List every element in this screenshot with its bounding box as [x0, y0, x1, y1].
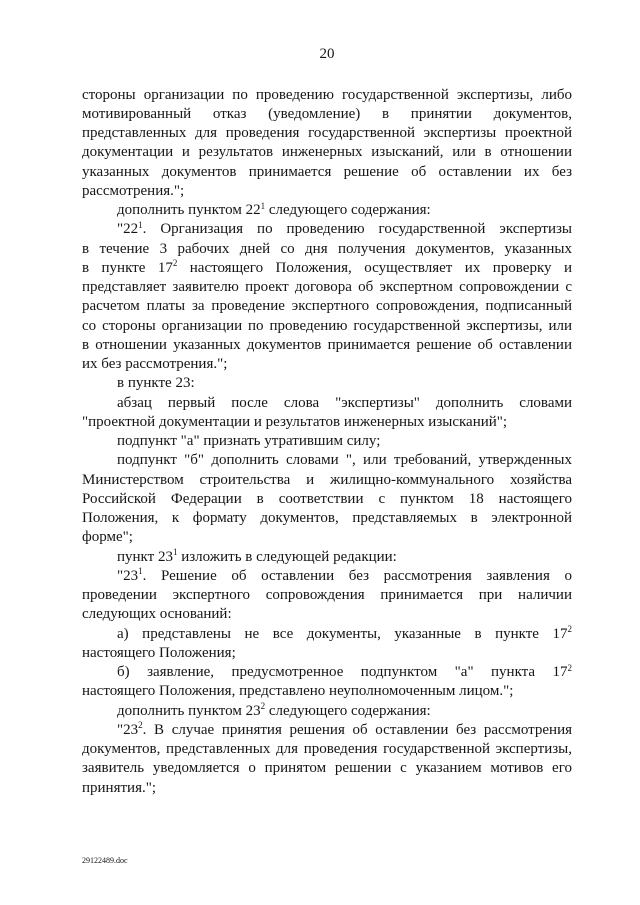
text-line: заявитель уведомляется о принятом решении с указанием мотивов его — [82, 760, 572, 777]
text-line: документации и результатов инженерных изысканий, или в отношении — [82, 144, 572, 161]
document-body — [82, 86, 572, 798]
text-line: "проектной документации и результатов инженерных изысканий"; — [82, 413, 508, 430]
text-line: со стороны организации по проведению государственной экспертизы, или — [82, 317, 572, 334]
text-segment: б) заявление, предусмотренное подпунктом "а" пункта 17 — [117, 664, 568, 680]
text-line: Российской Федерации в соответствии с пунктом 18 настоящего — [82, 490, 572, 507]
page-number: 20 — [319, 46, 335, 62]
paragraph — [82, 663, 572, 702]
superscript: 1 — [172, 547, 178, 558]
text-line — [82, 220, 572, 239]
text-line — [82, 567, 572, 586]
file-name-footer: 29122489.doc — [82, 856, 128, 865]
text-segment: изложить в следующей редакции: — [177, 548, 397, 565]
text-line: мотивированный отказ (уведомление) в принятии документов, — [82, 105, 572, 122]
text-segment: . Решение об оставлении без рассмотрения заявления о — [142, 567, 572, 584]
paragraph — [82, 220, 572, 374]
text-line: следующих оснований: — [82, 606, 232, 623]
text-line: Положения, к формату документов, представляемых в электронной — [82, 510, 572, 526]
paragraph — [82, 374, 572, 393]
text-line: представленных для проведения государственной экспертизы проектной — [82, 125, 572, 141]
paragraph — [82, 201, 572, 220]
superscript: 1 — [260, 200, 266, 211]
text-line — [82, 625, 572, 644]
superscript: 1 — [138, 219, 143, 230]
text-segment: следующего содержания: — [265, 202, 431, 218]
text-segment: пункт 23 — [117, 548, 173, 565]
text-line — [82, 702, 572, 721]
superscript: 2 — [138, 720, 143, 731]
text-line: настоящего Положения, представлено неуполномоченным лицом."; — [82, 683, 514, 700]
paragraph — [82, 702, 572, 721]
text-segment: . В случае принятия решения об оставлении без рассмотрения — [142, 721, 572, 738]
text-line: подпункт "а" признать утратившим силу; — [117, 433, 381, 449]
text-line: форме"; — [82, 529, 133, 546]
text-line: в отношении указанных документов принимается решение об оставлении — [82, 336, 572, 353]
text-line: документов, представленных для проведения государственной экспертизы, — [82, 741, 572, 757]
superscript: 1 — [138, 566, 143, 577]
text-line: в пункте 23: — [117, 375, 195, 392]
text-line: стороны организации по проведению государственной экспертизы, либо — [82, 86, 572, 103]
text-line: их без рассмотрения."; — [82, 356, 228, 372]
paragraph — [82, 451, 572, 547]
text-line: проведении экспертного сопровождения принимается при наличии — [82, 587, 572, 603]
superscript: 2 — [260, 701, 266, 712]
text-segment: настоящего Положения, осуществляет их проверку и — [177, 259, 572, 276]
text-line: представляет заявителю проект договора об экспертном сопровождении с — [82, 279, 572, 295]
text-line: принятия."; — [82, 779, 157, 796]
text-segment: в пункте 17 — [82, 259, 173, 276]
text-line — [82, 201, 572, 220]
text-line — [82, 259, 572, 278]
paragraph — [82, 625, 572, 664]
superscript: 2 — [567, 662, 572, 673]
paragraph — [82, 548, 572, 567]
paragraph — [82, 394, 572, 433]
text-segment: а) представлены не все документы, указанные в пункте 17 — [117, 625, 568, 642]
text-line: рассмотрения."; — [82, 182, 185, 199]
text-line — [82, 721, 572, 740]
text-line — [82, 663, 572, 682]
text-segment: дополнить пунктом 23 — [117, 702, 261, 719]
text-line: в течение 3 рабочих дней со дня получения документов, указанных — [82, 240, 572, 257]
text-line: настоящего Положения; — [82, 644, 236, 661]
text-segment: . Организация по проведению государственной экспертизы — [142, 221, 572, 238]
text-line: указанных документов принимается решение об оставлении их без — [82, 163, 572, 180]
paragraph — [82, 721, 572, 798]
text-segment: "23 — [117, 567, 139, 584]
paragraph — [82, 567, 572, 625]
superscript: 2 — [567, 624, 572, 635]
text-line: подпункт "б" дополнить словами ", или требований, утвержденных — [117, 452, 572, 469]
text-segment: "22 — [117, 221, 139, 238]
text-line: расчетом платы за проведение экспертного сопровождения, подписанный — [82, 298, 572, 315]
text-line: Министерством строительства и жилищно-коммунального хозяйства — [82, 471, 572, 488]
text-segment: дополнить пунктом 22 — [117, 202, 261, 218]
text-line — [82, 548, 572, 567]
paragraph — [82, 86, 572, 202]
text-segment: следующего содержания: — [265, 702, 431, 719]
text-line: абзац первый после слова "экспертизы" дополнить словами — [117, 394, 572, 411]
text-segment: "23 — [117, 721, 139, 738]
superscript: 2 — [172, 258, 178, 269]
paragraph — [82, 432, 572, 451]
